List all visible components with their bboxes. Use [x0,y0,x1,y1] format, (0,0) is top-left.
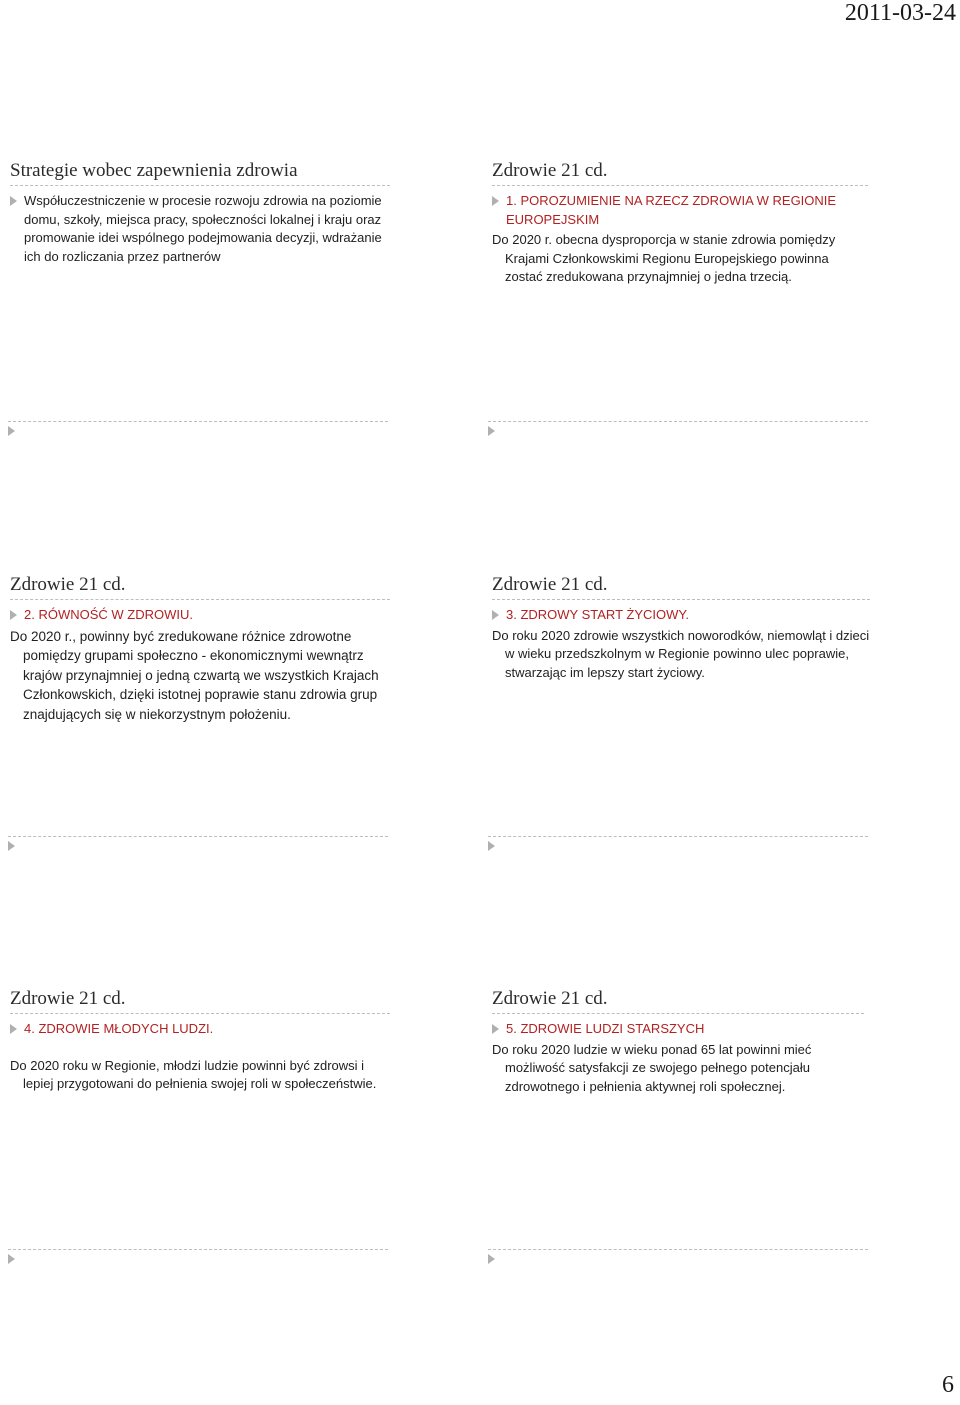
triangle-bullet-icon [8,837,22,851]
bullet-item [10,1020,390,1039]
bullet-item [492,1020,864,1039]
title-divider [10,185,390,186]
bullet-heading: 5. ZDROWIE LUDZI STARSZYCH [506,1021,705,1036]
body-text: Do roku 2020 zdrowie wszystkich noworodków, niemowląt i dzieci w wieku przedszkolnym w Regionie powinno ulec poprawie, stwarzając im lepszy start życiowy. [492,627,870,680]
footer-divider [488,1249,868,1250]
title-divider [492,1013,864,1014]
triangle-bullet-icon [492,606,506,620]
footer-divider [488,836,868,837]
triangle-bullet-icon [8,422,22,436]
triangle-bullet-icon [10,192,24,206]
bullet-item [10,606,390,625]
title-divider [10,1013,390,1014]
bullet-heading: 1. POROZUMIENIE NA RZECZ ZDROWIA W REGIONIE EUROPEJSKIM [506,193,837,227]
body-text: Do 2020 roku w Regionie, młodzi ludzie powinni być zdrowsi i lepiej przygotowani do pełnienia swojej roli w społeczeństwie. [10,1057,377,1091]
page-number: 6 [942,1372,954,1398]
triangle-bullet-icon [8,1250,22,1264]
slide-2 [492,160,868,287]
footer-divider [488,421,868,422]
slide-footer [8,421,388,436]
slide-title: Strategie wobec zapewnienia zdrowia [10,160,298,181]
body-text: Do roku 2020 ludzie w wieku ponad 65 lat powinni mieć możliwość satysfakcji ze swojego pełnego potencjału zdrowotnego i pełnienia aktywnej roli społecznej. [492,1041,812,1094]
slide-5 [10,988,390,1094]
footer-divider [8,421,388,422]
slide-footer [488,1249,868,1264]
slide-title: Zdrowie 21 cd. [492,574,608,595]
slide-title: Zdrowie 21 cd. [10,574,126,595]
title-divider [10,599,390,600]
bullet-item [10,192,390,266]
triangle-bullet-icon [10,1020,24,1034]
slide-footer [488,421,868,436]
body-text: Do 2020 r., powinny być zredukowane różnice zdrowotne pomiędzy grupami społeczno - ekonomicznymi wewnątrz krajów przynajmniej o jedną czwartą we wszystkich Krajach Członkowskich, dzięki istotnej poprawie stanu zdrowia grup znajdujących się w niekorzystnym położeniu. [10,628,379,722]
slide-title: Zdrowie 21 cd. [492,988,608,1009]
bullet-heading: 2. RÓWNOŚĆ W ZDROWIU. [24,607,193,622]
triangle-bullet-icon [488,422,502,436]
slide-footer [488,836,868,851]
slide-3 [10,574,390,724]
bullet-item [492,192,868,229]
triangle-bullet-icon [10,606,24,620]
title-divider [492,599,870,600]
triangle-bullet-icon [492,192,506,206]
slide-footer [8,1249,388,1264]
slide-footer [8,836,388,851]
slide-6 [492,988,864,1096]
triangle-bullet-icon [492,1020,506,1034]
bullet-heading: 3. ZDROWY START ŻYCIOWY. [506,607,689,622]
bullet-item [492,606,870,625]
slide-title: Zdrowie 21 cd. [492,160,608,181]
body-text: Do 2020 r. obecna dysproporcja w stanie zdrowia pomiędzy Krajami Członkowskimi Regionu Europejskiego powinna zostać zredukowana przynajmniej o jedna trzecią. [492,232,836,284]
slide-1 [10,160,390,266]
bullet-heading: 4. ZDROWIE MŁODYCH LUDZI. [24,1021,214,1036]
slide-4 [492,574,870,682]
triangle-bullet-icon [488,837,502,851]
footer-divider [8,836,388,837]
slide-title: Zdrowie 21 cd. [10,988,126,1009]
triangle-bullet-icon [488,1250,502,1264]
title-divider [492,185,868,186]
bullet-text: Współuczestniczenie w procesie rozwoju zdrowia na poziomie domu, szkoły, miejsca pracy, społeczności lokalnej i kraju oraz promowanie idei wspólnego podejmowania decyzji, wdrażanie ich do rozliczania przez partnerów [24,193,382,264]
footer-divider [8,1249,388,1250]
page-date: 2011-03-24 [844,0,956,26]
